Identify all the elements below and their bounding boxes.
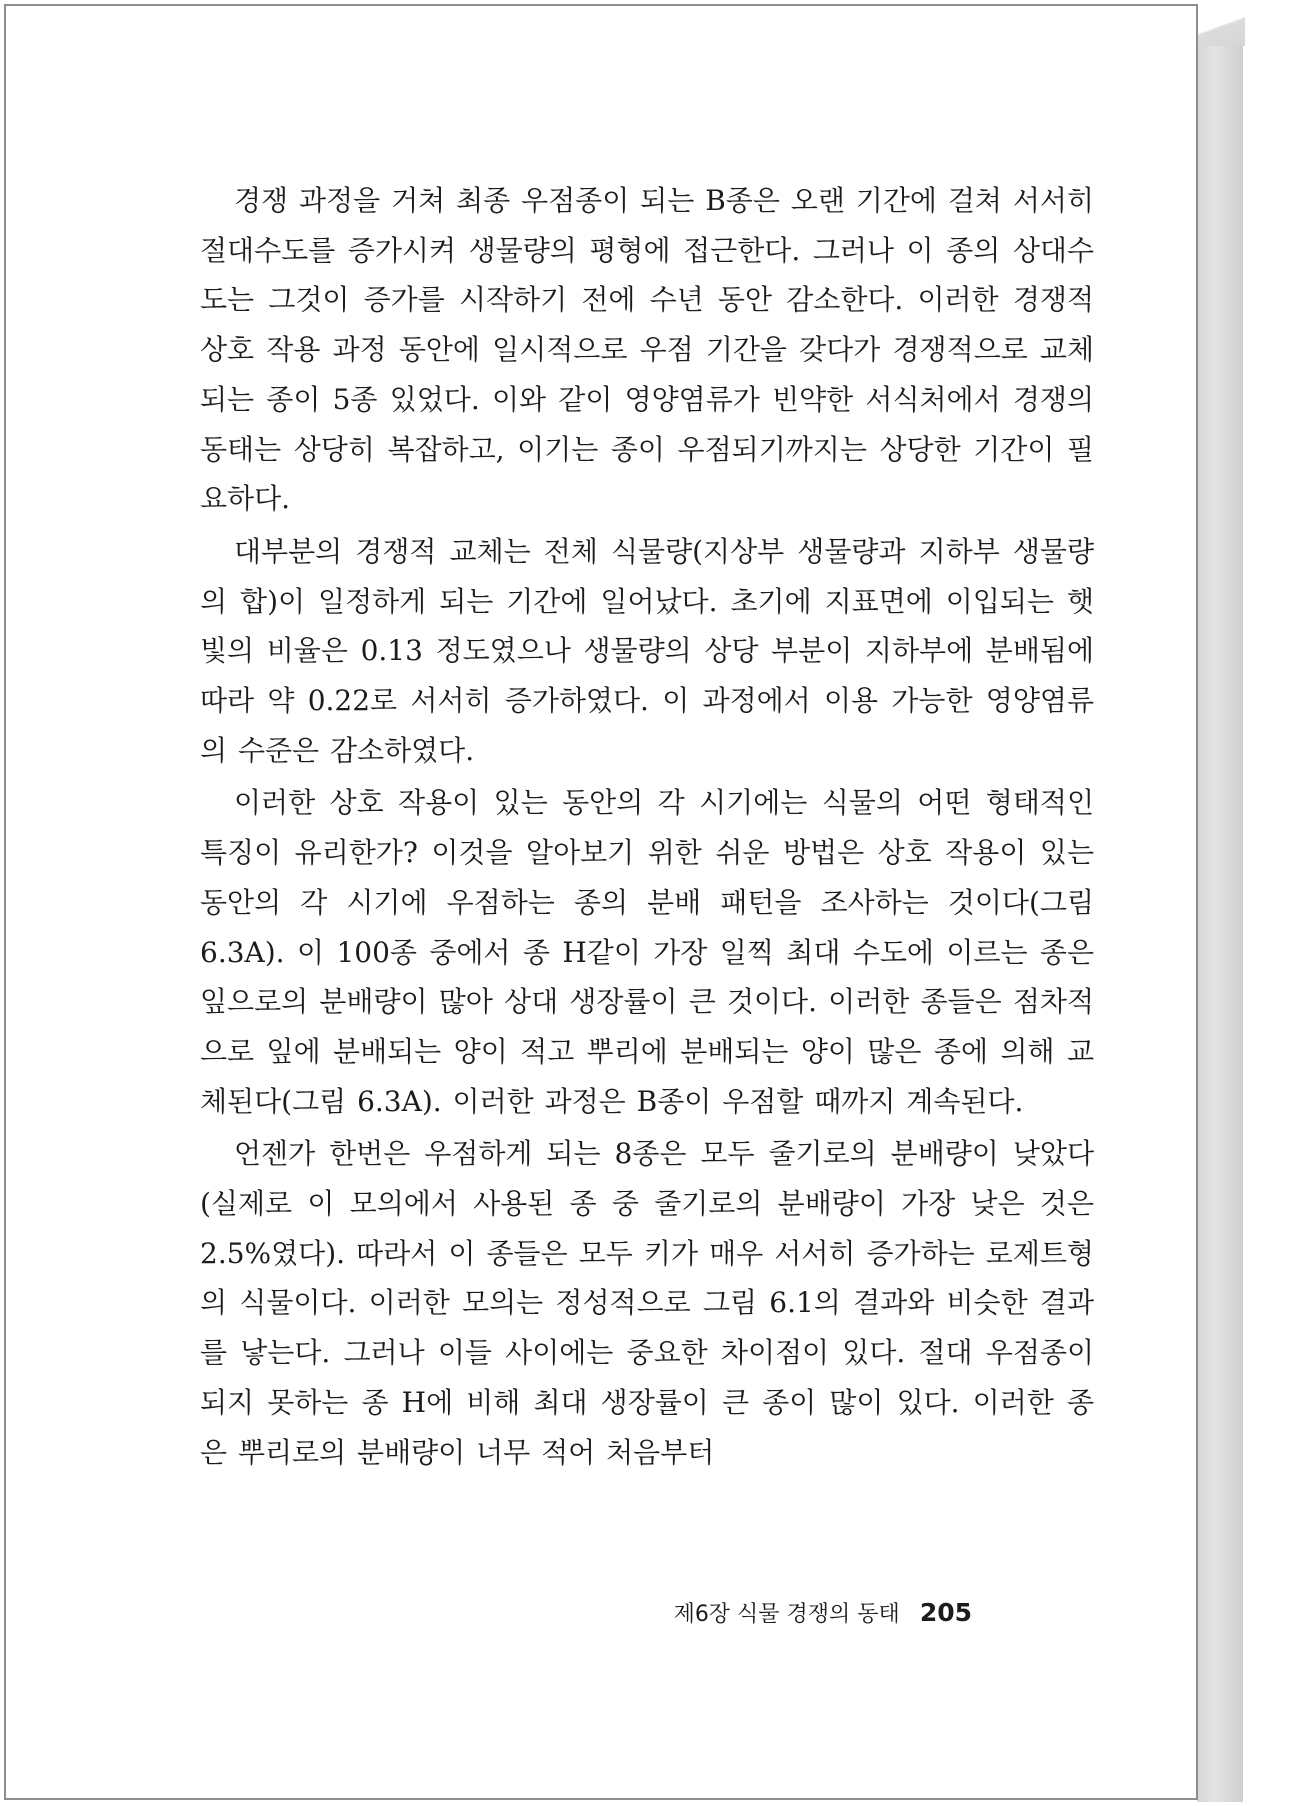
running-head: 제6장 식물 경쟁의 동태 — [673, 1602, 900, 1627]
book-page-stack-edge — [1197, 6, 1243, 1802]
paragraph: 대부분의 경쟁적 교체는 전체 식물량(지상부 생물량과 지하부 생물량의 합)이 일정하게 되는 기간에 일어났다. 초기에 지표면에 이입되는 햇빛의 비율은 0.13 정도였으나 생물량의 상당 부분이 지하부에 분배됨에 따라 약 0.22로 서서히 증가하였다. 이 과정에서 이용 가능한 영양염류의 수준은 감소하였다. — [200, 534, 1094, 767]
paragraph: 경쟁 과정을 거쳐 최종 우점종이 되는 B종은 오랜 기간에 걸쳐 서서히 절대수도를 증가시켜 생물량의 평형에 접근한다. 그러나 이 종의 상대수도는 그것이 증가를 시작하기 전에 수년 동안 감소한다. 이러한 경쟁적 상호 작용 과정 동안에 일시적으로 우점 기간을 갖다가 경쟁적으로 교체되는 종이 5종 있었다. 이와 같이 영양염류가 빈약한 서식처에서 경쟁의 동태는 상당히 복잡하고, 이기는 종이 우점되기까지는 상당한 기간이 필요하다. — [200, 184, 1094, 516]
page-number: 205 — [919, 1598, 972, 1627]
page-footer — [674, 1597, 972, 1628]
paragraph: 이러한 상호 작용이 있는 동안의 각 시기에는 식물의 어떤 형태적인 특징이 유리한가? 이것을 알아보기 위한 쉬운 방법은 상호 작용이 있는 동안의 각 시기에 우점하는 종의 분배 패턴을 조사하는 것이다(그림 6.3A). 이 100종 중에서 종 H같이 가장 일찍 최대 수도에 이르는 종은 잎으로의 분배량이 많아 상대 생장률이 큰 것이다. 이러한 종들은 점차적으로 잎에 분배되는 양이 적고 뿌리에 분배되는 양이 많은 종에 의해 교체된다(그림 6.3A). 이러한 과정은 B종이 우점할 때까지 계속된다. — [200, 786, 1094, 1118]
book-corner-fold — [1197, 6, 1245, 46]
paragraph: 언젠가 한번은 우점하게 되는 8종은 모두 줄기로의 분배량이 낮았다(실제로 이 모의에서 사용된 종 중 줄기로의 분배량이 가장 낮은 것은 2.5%였다). 따라서 이 종들은 모두 키가 매우 서서히 증가하는 로제트형의 식물이다. 이러한 모의는 정성적으로 그림 6.1의 결과와 비슷한 결과를 낳는다. 그러나 이들 사이에는 중요한 차이점이 있다. 절대 우점종이 되지 못하는 종 H에 비해 최대 생장률이 큰 종이 많이 있다. 이러한 종은 뿌리로의 분배량이 너무 적어 처음부터 — [200, 1137, 1094, 1469]
body-text — [200, 176, 1094, 1480]
book-page — [4, 4, 1198, 1800]
